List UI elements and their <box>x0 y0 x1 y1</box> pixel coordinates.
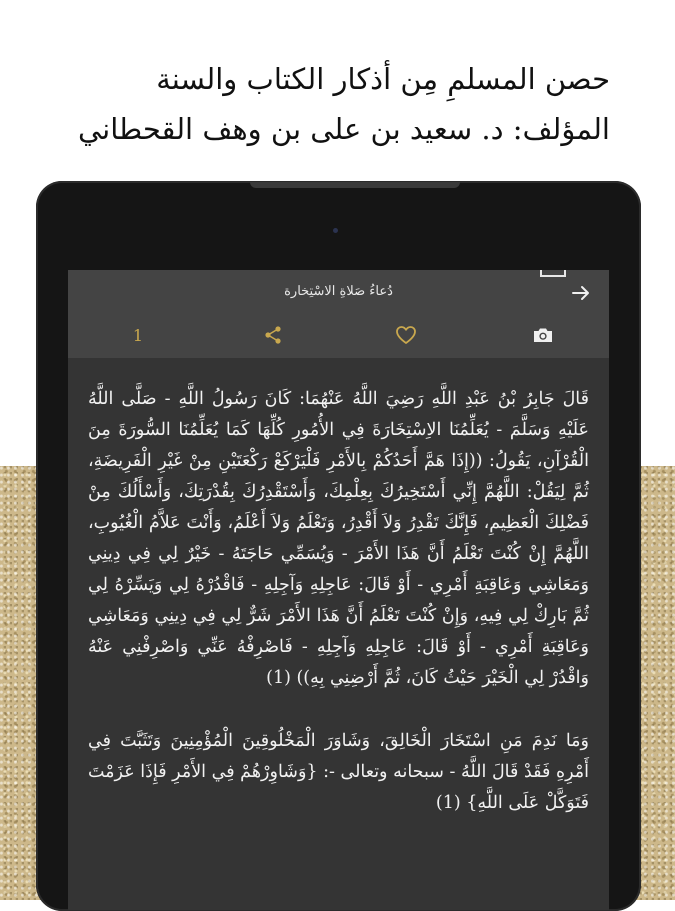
tablet-notch <box>250 182 460 188</box>
heart-icon <box>395 325 417 345</box>
back-arrow-icon <box>571 285 591 301</box>
favorite-button[interactable] <box>391 318 421 352</box>
commentary-paragraph: وَمَا نَدِمَ مَنِ اسْتَخَارَ الْخَالِقَ، وَشَاوَرَ الْمَخْلُوقِينَ الْمُؤْمِنِينَ وَتَثَبَّتَ فِي أَمْرِهِ فَقَدْ قَالَ اللَّهُ - سبحانه وتعالى -: {وَشَاوِرْهُمْ فِي الأَمْرِ فَإِذَا عَزَمْتَ فَتَوَكَّلْ عَلَى اللَّهِ} (1) <box>88 731 589 813</box>
back-button[interactable] <box>568 282 594 304</box>
status-notch <box>540 270 566 277</box>
page-title: دُعاءُ صَلاةِ الاسْتِخارة <box>284 284 393 299</box>
dua-paragraph: قَالَ جَابِرُ بْنُ عَبْدِ اللَّهِ رَضِيَ اللَّهُ عَنْهُمَا: كَانَ رَسُولُ اللَّهِ - صَلَّى اللَّهُ عَلَيْهِ وَسَلَّمَ - يُعَلِّمُنَا الاِسْتِخَارَةَ فِي الأُمُورِ كُلِّهَا كَمَا يُعَلِّمُنَا السُّورَةَ مِنَ الْقُرْآنِ، يَقُولُ: ((إِذَا هَمَّ أَحَدُكُمْ بِالأَمْرِ فَلْيَرْكَعْ رَكْعَتَيْنِ مِنْ غَيْرِ الْفَرِيضَةِ، ثُمَّ لِيَقُلْ: اللَّهُمَّ إِنِّي أَسْتَخِيرُكَ بِعِلْمِكَ، وَأَسْتَقْدِرُكَ بِقُدْرَتِكَ، وَأَسْأَلُكَ مِنْ فَضْلِكَ الْعَظِيمِ، فَإِنَّكَ تَقْدِرُ وَلاَ أَقْدِرُ، وَتَعْلَمُ وَلاَ أَعْلَمُ، وَأَنْتَ عَلاَّمُ الْغُيُوبِ، اللَّهُمَّ إِنْ كُنْتَ تَعْلَمُ أَنَّ هَذَا الأَمْرَ - وَيُسَمِّي حَاجَتَهُ - خَيْرٌ لِي فِي دِينِي وَمَعَاشِي وَعَاقِبَةِ أَمْرِي - أَوْ قَالَ: عَاجِلِهِ وَآجِلِهِ - فَاقْدُرْهُ لِي وَيَسِّرْهُ لِي ثُمَّ بَارِكْ لِي فِيهِ، وَإِنْ كُنْتَ تَعْلَمُ أَنَّ هَذَا الأَمْرَ شَرٌّ لِي فِي دِينِي وَمَعَاشِي وَعَاقِبَةِ أَمْرِي - أَوْ قَالَ: عَاجِلِهِ وَآجِلِهِ - فَاصْرِفْهُ عَنِّي وَاصْرِفْنِي عَنْهُ وَاقْدُرْ لِي الْخَيْرَ حَيْثُ كَانَ، ثُمَّ أَرْضِنِي بِهِ)) (1) <box>88 389 589 688</box>
counter-button[interactable]: 1 <box>132 325 144 345</box>
dua-text <box>88 384 589 819</box>
book-title: حصن المسلمِ مِن أذكار الكتاب والسنة <box>156 62 610 96</box>
book-author: المؤلف: د. سعيد بن على بن وهف القحطاني <box>77 112 610 146</box>
camera-icon <box>532 325 554 345</box>
share-button[interactable] <box>258 318 288 352</box>
screenshot-button[interactable] <box>528 318 558 352</box>
front-camera <box>333 228 338 233</box>
app-bar <box>68 270 609 358</box>
paragraph-gap <box>88 694 589 726</box>
app-screen <box>68 270 609 910</box>
toolbar <box>68 318 609 352</box>
share-icon <box>263 325 283 345</box>
